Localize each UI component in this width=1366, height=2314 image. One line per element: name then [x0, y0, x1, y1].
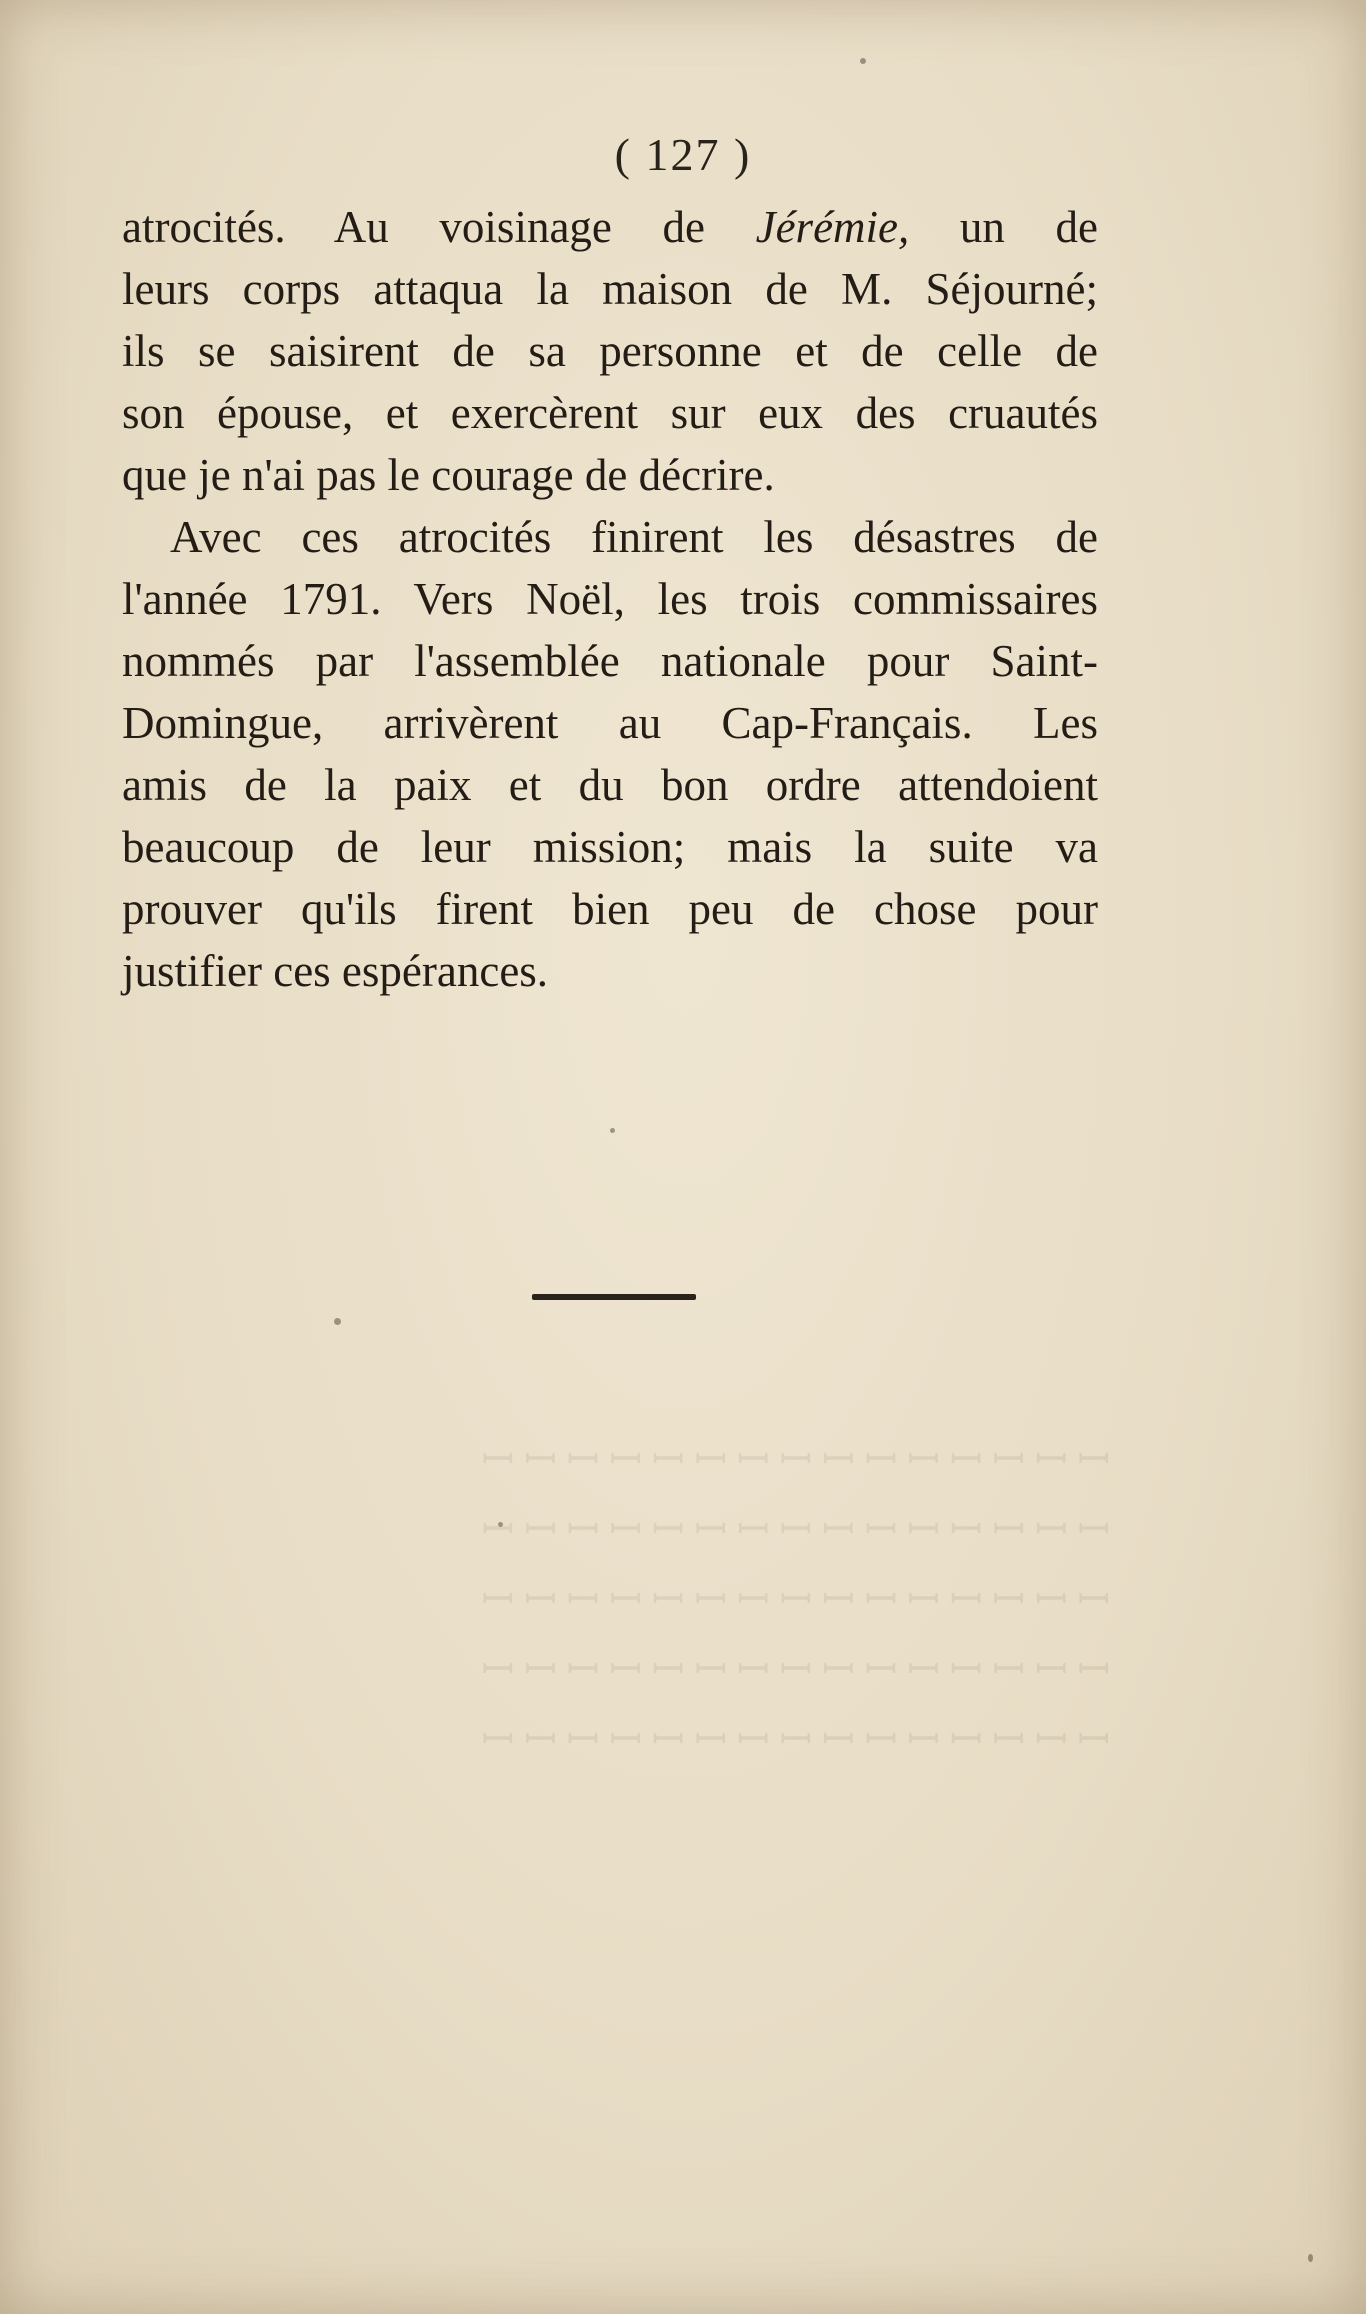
place-name-jeremie: Jérémie, — [755, 202, 910, 252]
paper-speck — [610, 1128, 615, 1133]
page-number: ( 127 ) — [614, 129, 752, 180]
show-through-texture-3: ꟷ ꟷ ꟷ ꟷ ꟷ ꟷ ꟷ ꟷ ꟷ ꟷ ꟷ ꟷ ꟷ ꟷ ꟷ — [481, 1577, 1110, 1622]
text-line-1-end: un de — [909, 202, 1098, 252]
text-line-3: ils se saisirent de sa personne et de celle de — [122, 326, 1098, 376]
show-through-texture-1: ꟷ ꟷ ꟷ ꟷ ꟷ ꟷ ꟷ ꟷ ꟷ ꟷ ꟷ ꟷ ꟷ ꟷ ꟷ — [481, 1437, 1110, 1482]
section-end-rule — [532, 1294, 696, 1300]
body-text — [122, 196, 1098, 1002]
text-line-4: son épouse, et exercèrent sur eux des cruautés — [122, 388, 1098, 438]
text-line-12: prouver qu'ils firent bien peu de chose pour — [122, 884, 1098, 934]
text-line-10: amis de la paix et du bon ordre attendoient — [122, 760, 1098, 810]
paper-speck — [498, 1522, 503, 1527]
show-through-texture-2: ꟷ ꟷ ꟷ ꟷ ꟷ ꟷ ꟷ ꟷ ꟷ ꟷ ꟷ ꟷ ꟷ ꟷ ꟷ — [481, 1507, 1110, 1552]
show-through-texture-4: ꟷ ꟷ ꟷ ꟷ ꟷ ꟷ ꟷ ꟷ ꟷ ꟷ ꟷ ꟷ ꟷ ꟷ ꟷ — [481, 1647, 1110, 1692]
show-through-texture-5: ꟷ ꟷ ꟷ ꟷ ꟷ ꟷ ꟷ ꟷ ꟷ ꟷ ꟷ ꟷ ꟷ ꟷ ꟷ — [481, 1717, 1110, 1762]
text-line-1 — [122, 196, 1098, 258]
paper-speck — [1308, 2254, 1313, 2262]
text-line-8: nommés par l'assemblée nationale pour Saint- — [122, 636, 1098, 686]
paper-speck — [860, 58, 866, 64]
text-line-1-start: atrocités. Au voisinage de — [122, 202, 756, 252]
text-line-5: que je n'ai pas le courage de décrire. — [122, 450, 775, 500]
text-line-2: leurs corps attaqua la maison de M. Séjourné; — [122, 264, 1098, 314]
text-line-13: justifier ces espérances. — [122, 946, 549, 996]
text-line-6: Avec ces atrocités finirent les désastres de — [170, 512, 1098, 562]
text-line-7: l'année 1791. Vers Noël, les trois commissaires — [122, 574, 1098, 624]
text-line-11: beaucoup de leur mission; mais la suite va — [122, 822, 1098, 872]
text-line-9: Domingue, arrivèrent au Cap-Français. Les — [122, 698, 1098, 748]
paper-speck — [334, 1318, 341, 1325]
